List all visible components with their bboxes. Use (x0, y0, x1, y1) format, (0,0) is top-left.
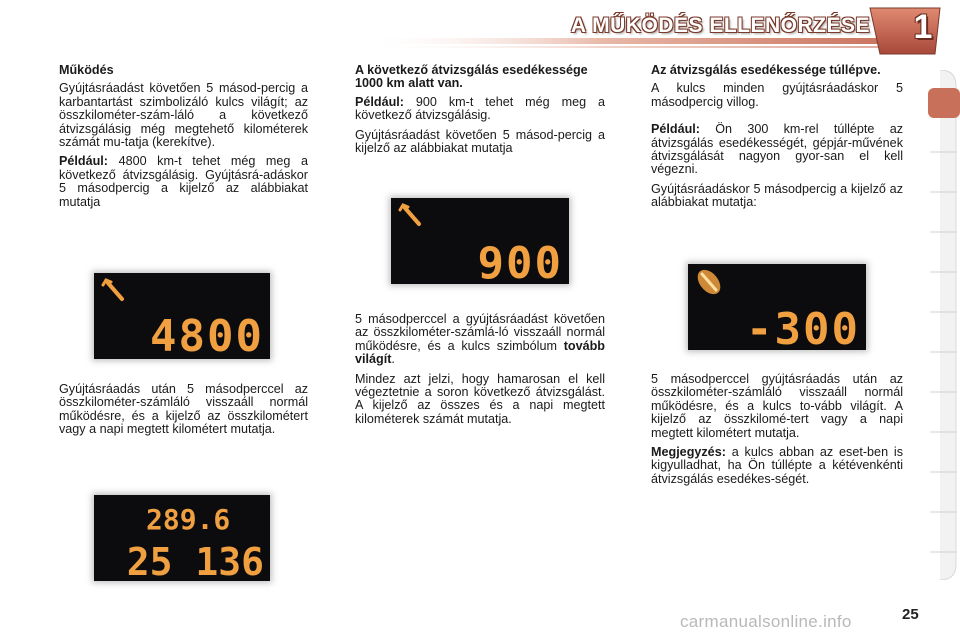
paragraph: Gyújtásráadás után 5 másodperccel az összkilométer-számláló visszaáll normál működésre, és a kijelző az összkilométert vagy a napi megtett kilométert mutatja. (59, 382, 308, 437)
chapter-number: 1 (913, 8, 933, 46)
paragraph: Gyújtásráadáskor 5 másodpercig a kijelző az alábbiakat mutatja: (651, 181, 903, 210)
example-label: Például: (59, 154, 108, 169)
display-4800-svg (94, 273, 270, 359)
section-heading-overdue: Az átvizsgálás esedékessége túllépve. (651, 63, 881, 77)
display-trip-total (94, 495, 270, 581)
display-trip-total-svg (94, 495, 270, 581)
note-paragraph (651, 446, 903, 486)
display-900-svg (391, 198, 569, 284)
display-900 (391, 198, 569, 284)
column-2-bottom (355, 313, 605, 432)
column-3 (651, 64, 903, 216)
display-minus-300 (688, 264, 866, 350)
page-number: 25 (902, 606, 919, 623)
note-label: Megjegyzés: (651, 445, 726, 460)
chapter-tab-strip (926, 70, 960, 580)
example-paragraph (355, 96, 605, 123)
wrench-icon (400, 205, 419, 224)
section-heading-1000km: A következő átvizsgálás esedékessége 1000 km alatt van. (355, 63, 588, 91)
column-1 (59, 64, 308, 215)
wrench-icon (103, 280, 122, 299)
paragraph: Gyújtásráadást követően 5 másod-percig a kijelző az alábbiakat mutatja (355, 127, 605, 156)
column-1-bottom (59, 383, 308, 443)
example-label: Például: (651, 122, 700, 137)
total-value: 25 136 (126, 540, 264, 581)
column-2 (355, 64, 605, 161)
paragraph: A kulcs minden gyújtásráadáskor 5 másodpercig villog. (651, 81, 903, 109)
display-4800 (94, 273, 270, 359)
paragraph (355, 313, 605, 367)
flashing-wrench-icon (693, 265, 725, 298)
trip-value: 289.6 (146, 503, 231, 536)
paragraph: Mindez azt jelzi, hogy hamarosan el kell végeztetnie a soron következő átvizsgálást. A kijelző az összes és a napi megtett kilométerek számát mutatja. (355, 371, 605, 426)
example-text: 900 km-t tehet még meg a következő átvizsgálásig. (355, 94, 605, 123)
display-value: 4800 (150, 311, 264, 359)
paragraph: 5 másodperccel gyújtásráadás után az összkilométer-számláló visszaáll normál működésre, és a kulcs to-vább világít. A kijelző az összkilomé-tert vagy a napi megtett kilométert mutatja. (651, 372, 903, 440)
example-text: Ön 300 km-rel túllépte az átvizsgálás esedékességét, gépjár-művének átvizsgálását nagyon gyor-san el kell végezni. (651, 122, 903, 177)
active-tab (928, 88, 960, 118)
paragraph: Gyújtásráadást követően 5 másod-percig a karbantartást szimbolizáló kulcs világít; az összkilométer-szám-láló a következő átvizsgálásig még megtehető kilométerek számát mu-tatja (kerekítve). (59, 81, 308, 150)
column-3-bottom (651, 373, 903, 492)
display-minus-300-svg (688, 264, 866, 350)
text: . (391, 352, 395, 367)
page-title: A MŰKÖDÉS ELLENŐRZÉSE (570, 14, 870, 37)
example-paragraph (651, 123, 903, 177)
note-text: a kulcs abban az eset-ben is kigyulladhat, ha Ön túllépte a kétévenkénti átvizsgálás esedékes-ségét. (651, 445, 903, 486)
example-paragraph (59, 155, 308, 209)
bold-text: tovább világít (355, 338, 605, 367)
display-value: 900 (477, 238, 563, 284)
text: 5 másodperccel a gyújtásráadást követően az összkilométer-számlá-ló visszaáll normál működésre, és a kulcs szimbólum (355, 312, 605, 353)
display-value: -300 (746, 304, 860, 350)
example-text: 4800 km-t tehet még meg a következő átvizsgálásig. Gyújtásrá-adáskor 5 másodpercig a kijelző az alábbiakat mutatja (59, 154, 308, 209)
watermark: carmanualsonline.info (680, 612, 852, 631)
section-heading-mukodes: Működés (59, 63, 114, 77)
example-label: Például: (355, 94, 404, 109)
